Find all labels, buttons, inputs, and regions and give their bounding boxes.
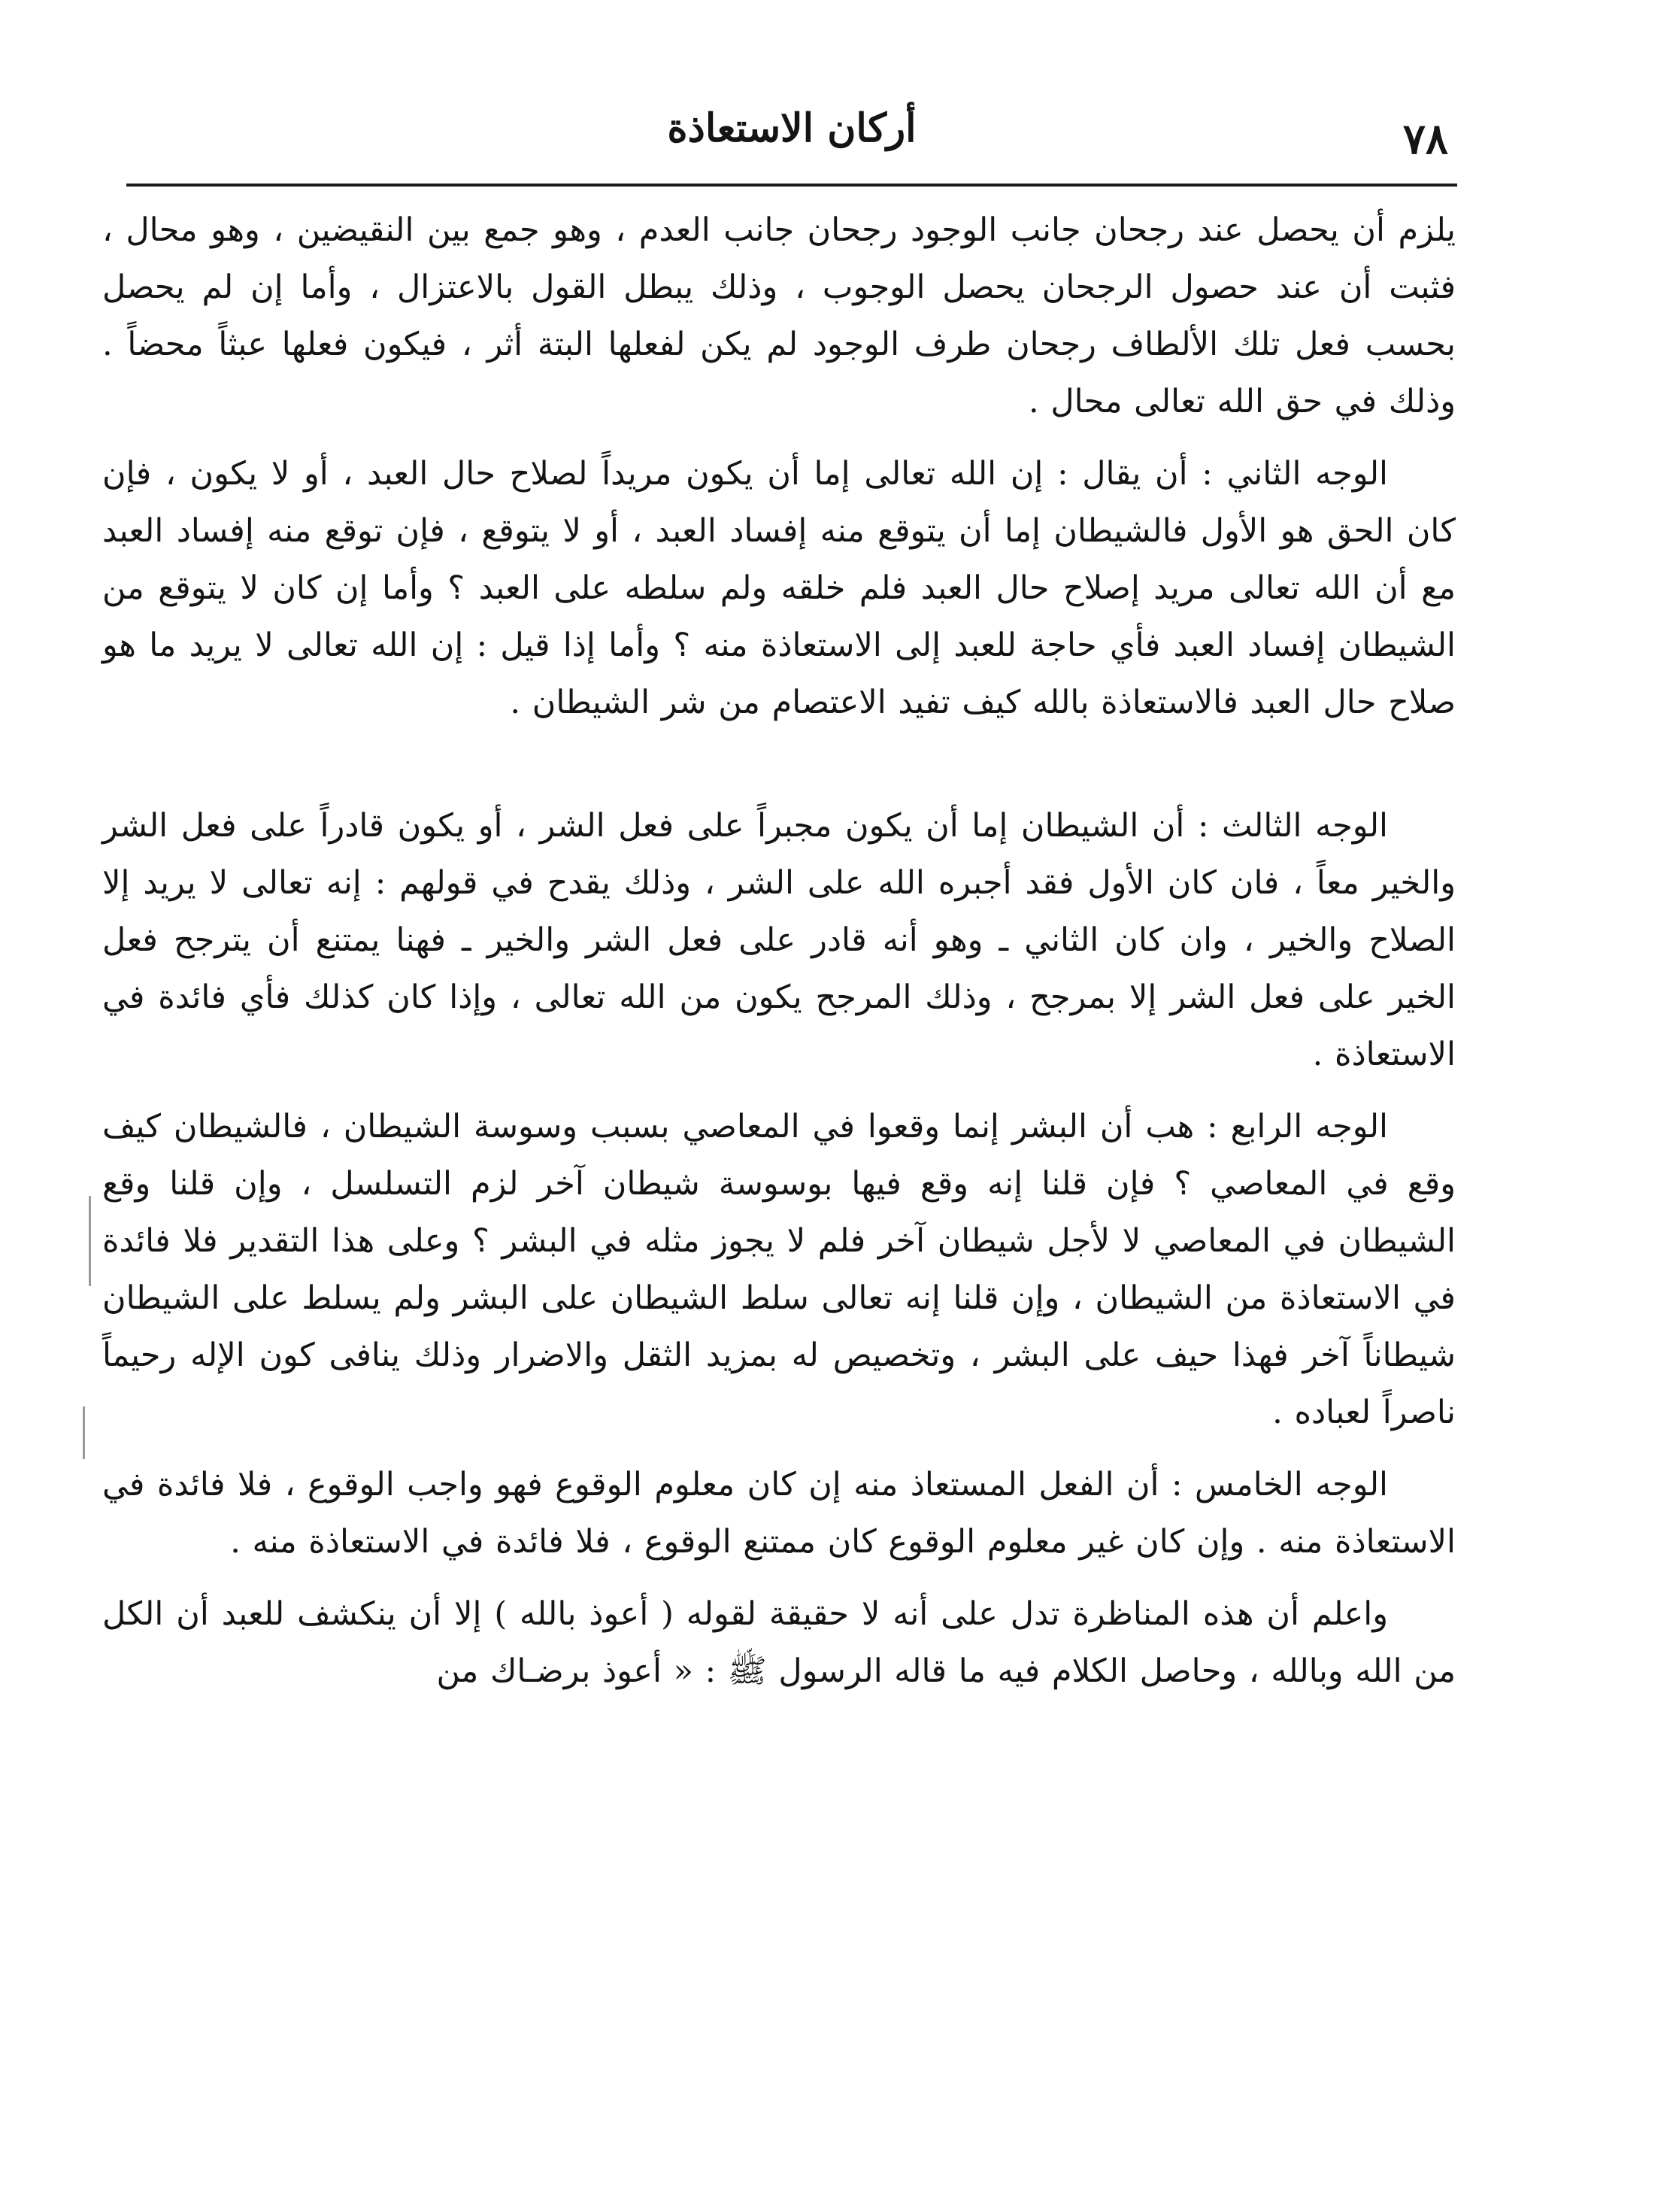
paragraph-fifth-aspect: الوجه الخامس : أن الفعل المستعاذ منه إن كان معلوم الوقوع فهو واجب الوقوع ، فلا فائدة في الاستعاذة منه . وإن كان غير معلوم الوقوع كان ممتنع الوقوع ، فلا فائدة في الاستعاذة منه . (102, 1466, 1456, 1561)
paragraph-fourth-aspect: الوجه الرابع : هب أن البشر إنما وقعوا في المعاصي بسبب وسوسة الشيطان ، فالشيطان كيف وقع في المعاصي ؟ فإن قلنا إنه وقع فيها بوسوسة شيطان آخر لزم التسلسل ، وإن قلنا وقع الشيطان في المعاصي لا لأجل شيطان آخر فلم لا يجوز مثله في البشر ؟ وعلى هذا التقدير فلا فائدة في الاستعاذة من الشيطان ، وإن قلنا إنه تعالى سلط الشيطان على البشر ولم يسلط على الشيطان شيطاناً آخر فهذا حيف على البشر ، وتخصيص له بمزيد الثقل والاضرار وذلك ينافى كون الإله رحيماً ناصراً لعباده . (102, 1108, 1456, 1431)
body-text (102, 202, 1456, 1700)
paragraph-conclusion: واعلم أن هذه المناظرة تدل على أنه لا حقيقة لقوله ( أعوذ بالله ) إلا أن ينكشف للعبد أن الكل من الله وبالله ، وحاصل الكلام فيه ما قاله الرسول ﷺ : « أعوذ برضـاك من (102, 1595, 1456, 1690)
header-rule (126, 184, 1457, 187)
page-header (126, 105, 1457, 181)
scan-margin-mark (83, 1406, 85, 1459)
page-number: ٧٨ (1402, 114, 1448, 164)
paragraph-second-aspect: الوجه الثاني : أن يقال : إن الله تعالى إما أن يكون مريداً لصلاح حال العبد ، أو لا يكون ، فإن كان الحق هو الأول فالشيطان إما أن يتوقع منه إفساد العبد ، أو لا يتوقع ، فإن توقع منه إفساد العبد مع أن الله تعالى مريد إصلاح حال العبد فلم خلقه ولم سلطه على العبد ؟ وأما إن كان لا يتوقع من الشيطان إفساد العبد فأي حاجة للعبد إلى الاستعاذة منه ؟ وأما إذا قيل : إن الله تعالى لا يريد ما هو صلاح حال العبد فالاستعاذة بالله كيف تفيد الاعتصام من شر الشيطان . (102, 455, 1456, 721)
paragraph-third-aspect: الوجه الثالث : أن الشيطان إما أن يكون مجبراً على فعل الشر ، أو يكون قادراً على فعل الشر والخير معاً ، فان كان الأول فقد أجبره الله على الشر ، وذلك يقدح في قولهم : إنه تعالى لا يريد إلا الصلاح والخير ، وان كان الثاني ـ وهو أنه قادر على فعل الشر والخير ـ فهنا يمتنع أن يترجح فعل الخير على فعل الشر إلا بمرجح ، وذلك المرجح يكون من الله تعالى ، وإذا كان كذلك فأي فائدة في الاستعاذة . (102, 807, 1456, 1073)
scan-margin-mark (89, 1196, 91, 1286)
page-title: أركان الاستعاذة (667, 105, 917, 151)
paragraph-continuation: يلزم أن يحصل عند رجحان جانب الوجود رجحان جانب العدم ، وهو جمع بين النقيضين ، وهو محال ، فثبت أن عند حصول الرجحان يحصل الوجوب ، وذلك يبطل القول بالاعتزال ، وأما إن لم يحصل بحسب فعل تلك الألطاف رجحان طرف الوجود لم يكن لفعلها البتة أثر ، فيكون فعلها عبثاً محضاً . وذلك في حق الله تعالى محال . (102, 211, 1456, 420)
